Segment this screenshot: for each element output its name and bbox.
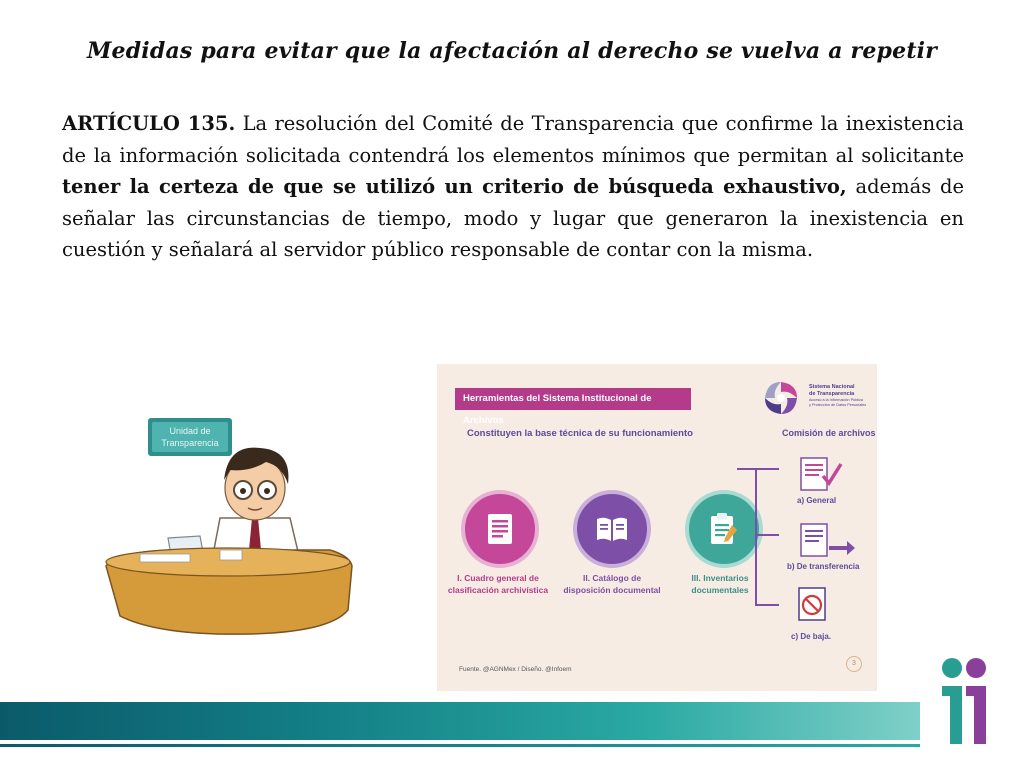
article-text-emphasis: tener la certeza de que se utilizó un criterio de búsqueda exhaustivo, (62, 175, 847, 198)
disposal-inventory-label: c) De baja. (791, 632, 832, 641)
catalogo-label: II. Catálogo de disposición documental (563, 573, 661, 595)
transfer-inventory-icon (799, 522, 855, 558)
slide-title: Medidas para evitar que la afectación al derecho se vuelva a repetir (86, 38, 938, 64)
general-inventory-icon (799, 456, 843, 492)
infographic-header: Herramientas del Sistema Institucional de Archivos (455, 388, 691, 410)
article-text-intro: La resolución del Comité de Transparencia que confirme la inexistencia de la información solicitada contendrá los elementos mínimos que permitan al solicitante (62, 112, 964, 167)
transparency-sign (148, 418, 232, 456)
clipboard-pencil-icon (706, 511, 742, 547)
transfer-inventory-label: b) De transferencia (787, 562, 860, 571)
brand-logo-icon (936, 656, 992, 748)
footer-band-line (0, 744, 920, 747)
infographic-page-number: 3 (846, 656, 862, 672)
snt-logo-text: Sistema Nacional de Transparencia Acceso a la Información Pública y Protección de Datos Personales (809, 384, 867, 407)
open-book-icon (594, 511, 630, 547)
archives-infographic (437, 364, 877, 691)
footer-band (0, 702, 920, 740)
cuadro-general-label: I. Cuadro general de clasificación archivística (447, 573, 549, 595)
connector-top (737, 468, 779, 470)
infographic-subtitle: Constituyen la base técnica de su funcionamiento (467, 428, 693, 439)
transparency-clerk-illustration (100, 410, 360, 640)
infographic-source: Fuente. @AGNMex / Diseño. @Infoem (459, 666, 572, 673)
general-inventory-label: a) General (797, 496, 837, 505)
article-number: ARTÍCULO 135. (62, 112, 236, 135)
connector-vertical (755, 468, 757, 604)
article-block (62, 108, 964, 266)
svg-text:Transparencia: Transparencia (161, 438, 219, 448)
comision-archivos-label: Comisión de archivos (782, 428, 876, 438)
document-list-icon (482, 511, 518, 547)
article-text-rest: además de señalar las circunstancias de tiempo, modo y lugar que generaron la inexistencia en cuestión y señalará al servidor público responsable de contar con la misma. (62, 175, 964, 261)
inventarios-label: III. Inventarios documentales (691, 573, 749, 595)
inventarios-circle (685, 490, 763, 568)
connector-middle (755, 534, 779, 536)
sign-text: Unidad de (169, 426, 211, 436)
snt-logo-icon (759, 378, 803, 418)
connector-bottom (755, 604, 779, 606)
catalogo-circle (573, 490, 651, 568)
cuadro-general-circle (461, 490, 539, 568)
disposal-inventory-icon (795, 586, 831, 624)
